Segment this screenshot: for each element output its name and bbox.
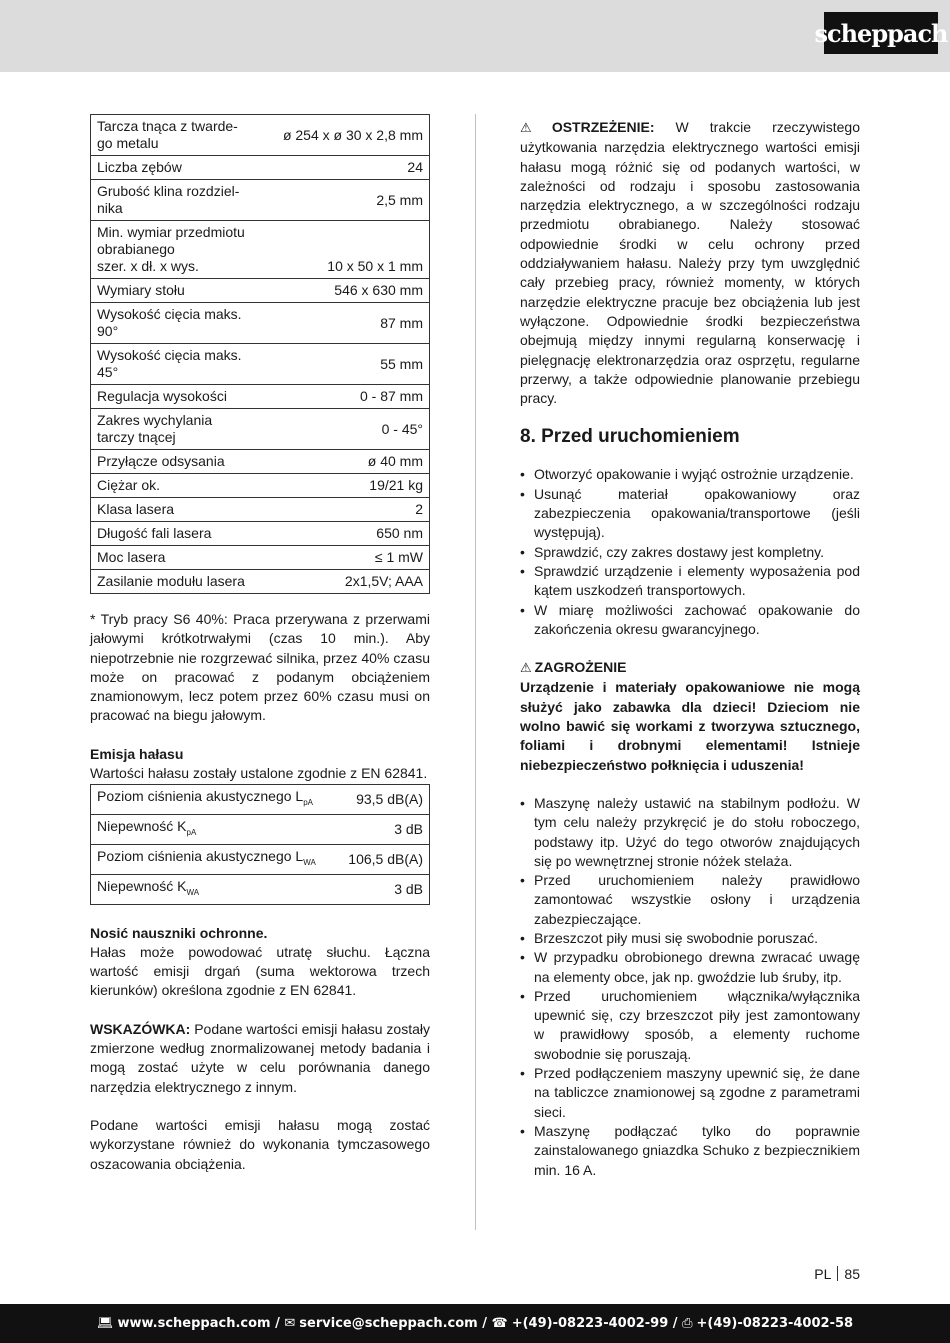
setup-item: • Przed uruchomieniem należy prawidłowo zamontować wszystkie osłony i urządzenia zabezpieczające.	[520, 871, 860, 929]
spec-label: Regulacja wysokości	[91, 385, 272, 409]
warning-text: W trakcie rzeczywistego użytkowania narzędzia elektrycznego wartości emisji hałasu mogą różnić się od podanych wartości, w zależności od rodzaju i sposobu zastosowania narzędzia elektrycznego, a w szczególności rodzaju przedmiotu obrabianego. Należy stosować odpowiednie środki w celu ochrony przed oddziaływaniem hałasu. Należy przy tym uwzględnić cały przebieg pracy, również momenty, w których narzędzie elektryczne pracuje bez obciążenia lub jest wyłączone. Odpowiednie środki bezpieczeństwa obejmują między innymi regularną konserwację i pielęgnację elektronarzędzia oraz osprzętu, regularne przerwy, a także odpowiednie planowanie przebiegu pracy.	[520, 119, 860, 407]
noise-label	[91, 844, 334, 874]
warning-triangle-icon: ⚠	[520, 121, 549, 136]
spec-value: ø 40 mm	[271, 450, 430, 474]
estimation-paragraph: Podane wartości emisji hałasu mogą zostać wykorzystane również do wykonania tymczasowego oszacowania obciążenia.	[90, 1116, 430, 1172]
section-8-list	[520, 465, 860, 639]
spec-row	[91, 156, 430, 180]
phone-icon: ☎	[491, 1316, 508, 1331]
spec-label: Wysokość cięcia maks. 45°	[91, 344, 272, 385]
ear-protection-text: Hałas może powodować utratę słuchu. Łączna wartość emisji drgań (suma wektorowa trzech kierunków) określona zgodnie z EN 62841.	[90, 943, 430, 999]
spec-row	[91, 344, 430, 385]
footer-website[interactable]: www.scheppach.com	[117, 1316, 271, 1331]
noise-label	[91, 815, 334, 845]
header-bar	[0, 0, 950, 72]
warning-label: OSTRZEŻENIE:	[551, 119, 655, 135]
spec-label: Wysokość cięcia maks. 90°	[91, 303, 272, 344]
spec-value: 10 x 50 x 1 mm	[271, 221, 430, 279]
spec-row	[91, 546, 430, 570]
hint-text: Podane wartości emisji hałasu zostały zmierzone według znormalizowanej metody badania i mogą zostać użyte w celu porównania danego narzędzia elektrycznego z innym.	[90, 1020, 430, 1095]
noise-label-subscript: WA	[303, 857, 316, 867]
noise-label-subscript: pA	[186, 827, 197, 837]
spec-value: 2x1,5V; AAA	[271, 570, 430, 594]
section-8-title: 8. Przed uruchomieniem	[520, 426, 740, 448]
spec-row	[91, 221, 430, 279]
spec-label: Wymiary stołu	[91, 279, 272, 303]
spec-label: Klasa lasera	[91, 498, 272, 522]
setup-item: • W przypadku obrobionego drewna zwracać uwagę na elementy obce, jak np. gwoździe lub śruby, itp.	[520, 948, 860, 987]
spec-row	[91, 303, 430, 344]
noise-row	[91, 815, 430, 845]
setup-item: • Przed uruchomieniem włącznika/wyłącznika upewnić się, czy brzeszczot piły jest zamontowany w prawidłowy sposób, a elementy ruchome swobodnie się poruszają.	[520, 987, 860, 1064]
danger-text: Urządzenie i materiały opakowaniowe nie mogą służyć jako zabawka dla dzieci! Dzieciom nie wolno bawić się workami z tworzywa sztucznego, foliami i drobnymi elementami! Istnieje niebezpieczeństwo połknięcia i uduszenia!	[520, 679, 860, 773]
noise-label-text: Poziom ciśnienia akustycznego L	[97, 788, 304, 805]
danger-triangle-icon: ⚠	[520, 661, 532, 677]
noise-label-text: Poziom ciśnienia akustycznego L	[97, 847, 304, 864]
spec-row	[91, 279, 430, 303]
spec-value: 19/21 kg	[271, 474, 430, 498]
spec-label: Liczba zębów	[91, 156, 272, 180]
mail-icon: ✉	[284, 1316, 296, 1331]
spec-label: Przyłącze odsysania	[91, 450, 272, 474]
footer-fax: +(49)-08223-4002-58	[696, 1316, 854, 1331]
spec-row	[91, 498, 430, 522]
spec-label: Ciężar ok.	[91, 474, 272, 498]
spec-label: Moc lasera	[91, 546, 272, 570]
noise-label	[91, 785, 334, 815]
spec-label: Zasilanie modułu lasera	[91, 570, 272, 594]
left-column	[90, 114, 430, 1174]
spec-value: 2	[271, 498, 430, 522]
duty-cycle-note: * Tryb pracy S6 40%: Praca przerywana z przerwami jałowymi krótkotrwałymi (czas 10 min.). Aby niepotrzebnie nie rozgrzewać silnika, przez 40% czasu może on pracować z podanym obciążeniem znamionowym, lecz potem przez 60% czasu musi on pracować na biegu jałowym.	[90, 611, 430, 724]
noise-value: 93,5 dB(A)	[333, 785, 430, 815]
footer-bar: 💻︎ www.scheppach.com / ✉ service@scheppach.com / ☎ +(49)-08223-4002-99 / ⎙ +(49)-08223-4002-58	[0, 1304, 950, 1343]
spec-value: 546 x 630 mm	[271, 279, 430, 303]
spec-value: 87 mm	[271, 303, 430, 344]
danger-heading	[520, 658, 860, 678]
noise-label-subscript: WA	[186, 887, 200, 897]
noise-label-text: Niepewność K	[97, 877, 187, 894]
footer-email[interactable]: service@scheppach.com	[299, 1316, 478, 1331]
setup-item: • Maszynę należy ustawić na stabilnym podłożu. W tym celu należy przykręcić je do stołu roboczego, podstawy itp. Użyć do tego otworów znajdujących się po wewnętrznej stronie nóżek stelaża.	[520, 794, 860, 871]
scheppach-logo: scheppach	[824, 12, 938, 54]
right-column	[520, 118, 860, 1180]
noise-value: 3 dB	[333, 815, 430, 845]
spec-value: 0 - 87 mm	[271, 385, 430, 409]
spec-label: Długość fali lasera	[91, 522, 272, 546]
noise-row	[91, 785, 430, 815]
fax-icon: ⎙	[682, 1316, 693, 1331]
spec-row	[91, 570, 430, 594]
noise-label-subscript: pA	[303, 798, 314, 808]
noise-value: 3 dB	[333, 874, 430, 904]
page-number-value: 85	[844, 1266, 860, 1282]
spec-label: Zakres wychylania tarczy tnącej	[91, 409, 272, 450]
noise-label	[91, 874, 334, 904]
spec-row	[91, 115, 430, 156]
noise-table	[90, 784, 430, 904]
spec-label: Min. wymiar przedmiotu obrabianego szer. x dł. x wys.	[91, 221, 272, 279]
noise-heading: Emisja hałasu	[90, 745, 184, 762]
spec-row	[91, 474, 430, 498]
ear-protection-heading: Nosić nauszniki ochronne.	[90, 924, 268, 941]
computer-icon: 💻︎	[96, 1316, 114, 1331]
setup-item: • Maszynę podłączać tylko do poprawnie zainstalowanego gniazdka Schuko z bezpiecznikiem min. 16 A.	[520, 1122, 860, 1180]
specification-table	[90, 114, 430, 594]
hint-paragraph	[90, 1020, 430, 1097]
page-number	[814, 1266, 860, 1282]
noise-label-text: Niepewność K	[97, 818, 187, 835]
spec-value: ø 254 x ø 30 x 2,8 mm	[271, 115, 430, 156]
setup-list	[520, 794, 860, 1180]
setup-item: • Przed podłączeniem maszyny upewnić się, że dane na tabliczce znamionowej są zgodne z parametrami sieci.	[520, 1064, 860, 1122]
section-8-item: • Sprawdzić, czy zakres dostawy jest kompletny.	[520, 543, 860, 562]
noise-value: 106,5 dB(A)	[333, 844, 430, 874]
danger-label: ZAGROŻENIE	[534, 659, 627, 676]
section-8-item: • Sprawdzić urządzenie i elementy wyposażenia pod kątem uszkodzeń transportowych.	[520, 562, 860, 601]
spec-value: 650 nm	[271, 522, 430, 546]
setup-item: • Brzeszczot piły musi się swobodnie poruszać.	[520, 929, 860, 948]
page-language: PL	[814, 1266, 832, 1282]
column-divider	[475, 114, 476, 1230]
spec-label: Tarcza tnąca z twarde- go metalu	[91, 115, 272, 156]
noise-intro: Wartości hałasu zostały ustalone zgodnie z EN 62841.	[90, 765, 428, 782]
section-8-item: • Otworzyć opakowanie i wyjąć ostrożnie urządzenie.	[520, 465, 860, 484]
spec-row	[91, 450, 430, 474]
warning-paragraph	[520, 118, 860, 408]
spec-row	[91, 180, 430, 221]
footer-phone: +(49)-08223-4002-99	[511, 1316, 669, 1331]
spec-value: ≤ 1 mW	[271, 546, 430, 570]
hint-label: WSKAZÓWKA:	[90, 1020, 191, 1037]
spec-row	[91, 385, 430, 409]
noise-row	[91, 874, 430, 904]
noise-row	[91, 844, 430, 874]
spec-value: 2,5 mm	[271, 180, 430, 221]
section-8-item: • W miarę możliwości zachować opakowanie do zakończenia okresu gwarancyjnego.	[520, 601, 860, 640]
spec-label: Grubość klina rozdziel- nika	[91, 180, 272, 221]
section-8-item: • Usunąć materiał opakowaniowy oraz zabezpieczenia opakowania/transportowe (jeśli występują).	[520, 485, 860, 543]
spec-value: 24	[271, 156, 430, 180]
spec-row	[91, 522, 430, 546]
page-number-separator	[837, 1266, 838, 1281]
spec-value: 55 mm	[271, 344, 430, 385]
spec-value: 0 - 45°	[271, 409, 430, 450]
spec-row	[91, 409, 430, 450]
